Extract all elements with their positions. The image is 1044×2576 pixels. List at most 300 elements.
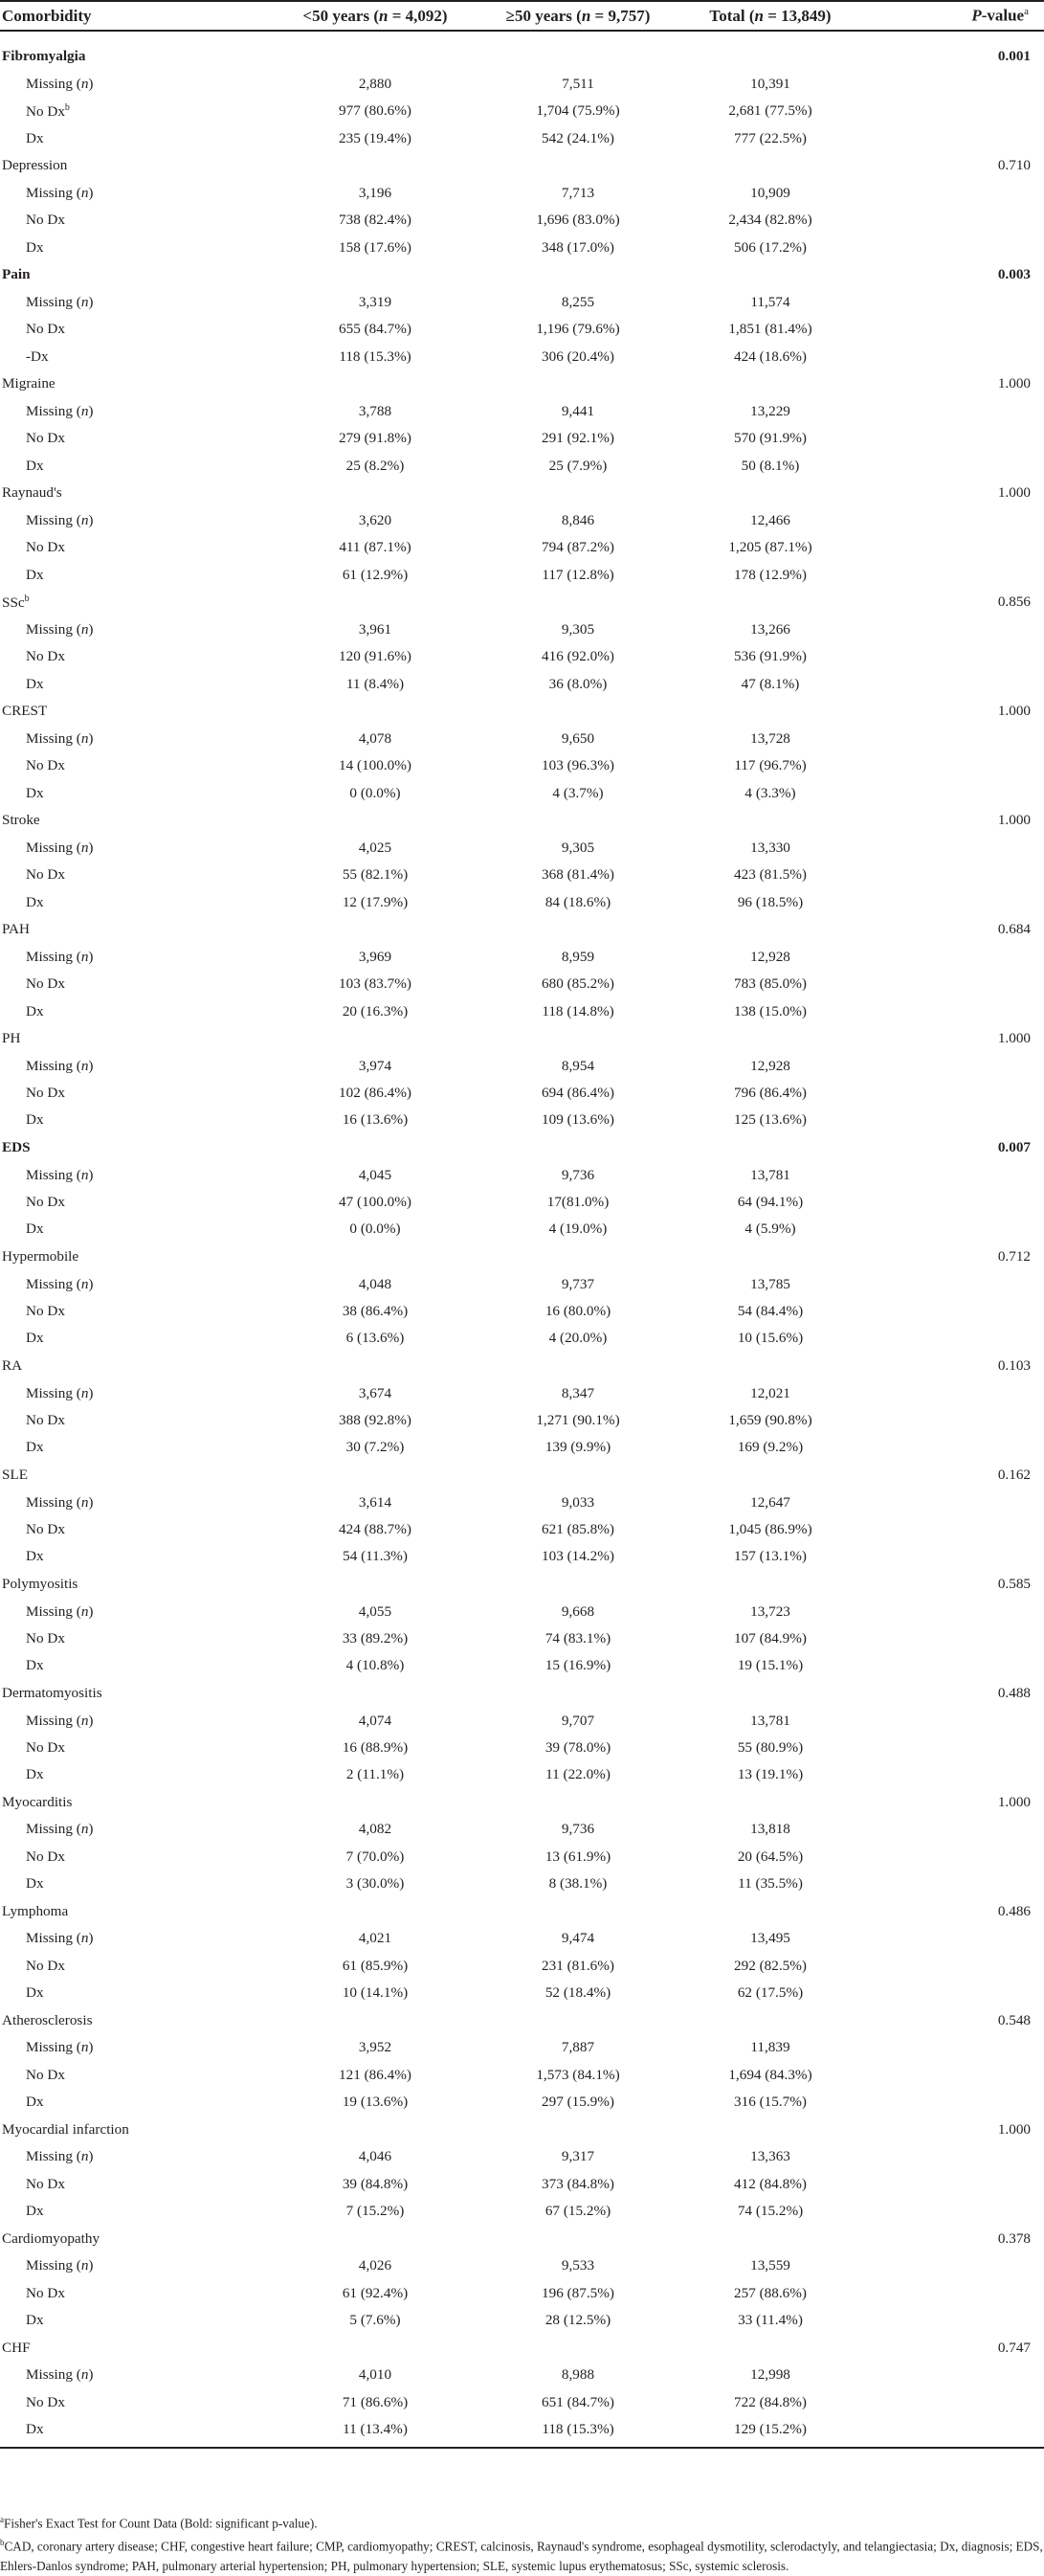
row-label: Missing (n) bbox=[26, 1166, 94, 1183]
row-label-text: Dx bbox=[26, 1875, 44, 1893]
value-under-50: 4,055 bbox=[358, 1602, 392, 1620]
value-total: 13,723 bbox=[750, 1602, 790, 1620]
category-row bbox=[0, 370, 1044, 398]
value-total: 4 (5.9%) bbox=[744, 1221, 796, 1238]
category-row bbox=[0, 152, 1044, 180]
category-row bbox=[0, 261, 1044, 289]
value-under-50: 411 (87.1%) bbox=[339, 539, 411, 556]
value-50-and-over: 8,954 bbox=[561, 1057, 595, 1074]
empty-cell bbox=[867, 1407, 1044, 1434]
table-row bbox=[0, 2307, 1044, 2334]
row-label bbox=[0, 98, 268, 124]
value-50-and-over: 368 (81.4%) bbox=[542, 866, 614, 884]
value-under-50: 12 (17.9%) bbox=[342, 893, 409, 910]
empty-cell bbox=[867, 1707, 1044, 1734]
empty-cell bbox=[482, 1789, 674, 1817]
footnote-b: $^b$CAD, coronary artery disease; CHF, congestive heart failure; CMP, cardiomyopathy; CREST, calcinosis, Raynaud's syndrome, esophageal dysmotility, sclerodactyly, and telangiectasia; Dx, diagnosis; EDS, Ehlers-Danlos syndrome; PAH, pulmonary arterial hypertension; PH, pulmonary hypertension; SLE, systemic lupus erythematosus; SSc, systemic sclerosis. bbox=[0, 2538, 1043, 2573]
value-50-and-over: 118 (14.8%) bbox=[542, 1002, 614, 1019]
table-row bbox=[0, 1161, 1044, 1188]
row-label-text: Dx bbox=[26, 784, 44, 801]
empty-cell bbox=[268, 1680, 482, 1708]
p-value: 0.585 bbox=[997, 1575, 1031, 1592]
category-label bbox=[0, 43, 268, 71]
empty-cell bbox=[867, 779, 1044, 806]
category-label bbox=[0, 1897, 268, 1925]
empty-cell bbox=[867, 2252, 1044, 2279]
empty-cell bbox=[867, 1870, 1044, 1897]
value-under-50: 3,674 bbox=[358, 1384, 392, 1401]
category-label bbox=[0, 916, 268, 944]
value-under-50: 279 (91.8%) bbox=[339, 430, 411, 447]
value-50-and-over: 794 (87.2%) bbox=[542, 539, 614, 556]
empty-cell bbox=[268, 2116, 482, 2143]
empty-cell bbox=[867, 1107, 1044, 1133]
value-50-and-over: 13 (61.9%) bbox=[544, 1848, 611, 1865]
row-label-text: Dx bbox=[26, 238, 44, 256]
empty-cell bbox=[867, 888, 1044, 915]
value-total: 10 (15.6%) bbox=[737, 1330, 804, 1347]
row-label bbox=[0, 1189, 268, 1216]
table-row bbox=[0, 207, 1044, 234]
value-50-and-over: 28 (12.5%) bbox=[544, 2312, 611, 2329]
table-row bbox=[0, 344, 1044, 370]
empty-cell bbox=[482, 2006, 674, 2034]
row-label: Missing (n) bbox=[26, 293, 94, 310]
row-label: Missing (n) bbox=[26, 1712, 94, 1729]
value-50-and-over: 9,033 bbox=[561, 1493, 595, 1511]
value-under-50: 4,082 bbox=[358, 1821, 392, 1838]
category-row bbox=[0, 480, 1044, 507]
table-body bbox=[0, 31, 1044, 2443]
value-50-and-over: 621 (85.8%) bbox=[542, 1520, 614, 1537]
p-value: 0.712 bbox=[997, 1248, 1031, 1266]
category-name: SLE bbox=[2, 1466, 29, 1483]
value-50-and-over: 39 (78.0%) bbox=[544, 1738, 611, 1756]
empty-cell bbox=[268, 1462, 482, 1490]
value-50-and-over: 8,255 bbox=[561, 293, 595, 310]
table-row bbox=[0, 1625, 1044, 1652]
empty-cell bbox=[867, 670, 1044, 697]
category-label bbox=[0, 2334, 268, 2362]
empty-cell bbox=[268, 807, 482, 835]
table-row bbox=[0, 616, 1044, 643]
empty-cell bbox=[867, 1379, 1044, 1406]
empty-cell bbox=[867, 997, 1044, 1024]
row-label bbox=[0, 2062, 268, 2089]
value-total: 12,998 bbox=[750, 2366, 790, 2384]
value-total: 13,818 bbox=[750, 1821, 790, 1838]
value-total: 13,330 bbox=[750, 839, 790, 856]
table-row bbox=[0, 425, 1044, 452]
value-50-and-over: 36 (8.0%) bbox=[548, 675, 608, 692]
p-value: 1.000 bbox=[997, 484, 1031, 502]
value-50-and-over: 9,533 bbox=[561, 2257, 595, 2274]
value-50-and-over: 84 (18.6%) bbox=[544, 893, 611, 910]
empty-cell bbox=[674, 152, 867, 180]
category-row bbox=[0, 1462, 1044, 1490]
value-50-and-over: 9,474 bbox=[561, 1930, 595, 1947]
value-50-and-over: 11 (22.0%) bbox=[545, 1766, 611, 1783]
row-label: Missing (n) bbox=[26, 1930, 94, 1947]
row-label bbox=[0, 2089, 268, 2116]
row-label: Missing (n) bbox=[26, 2039, 94, 2056]
value-under-50: 388 (92.8%) bbox=[339, 1412, 411, 1428]
row-label-text: No Dx bbox=[26, 757, 65, 774]
value-total: 13 (19.1%) bbox=[737, 1766, 804, 1783]
row-label bbox=[0, 2171, 268, 2198]
table-row bbox=[0, 316, 1044, 343]
table-row bbox=[0, 1407, 1044, 1434]
value-total: 12,928 bbox=[750, 948, 790, 965]
category-label bbox=[0, 1462, 268, 1490]
table-row bbox=[0, 2062, 1044, 2089]
category-row bbox=[0, 2334, 1044, 2362]
p-value: 0.548 bbox=[997, 2011, 1031, 2028]
empty-cell bbox=[867, 1161, 1044, 1188]
empty-cell bbox=[867, 207, 1044, 234]
value-under-50: 10 (14.1%) bbox=[342, 1984, 409, 2002]
table-row bbox=[0, 2143, 1044, 2170]
empty-cell bbox=[867, 1598, 1044, 1624]
empty-cell bbox=[867, 1844, 1044, 1870]
value-under-50: 14 (100.0%) bbox=[339, 757, 411, 774]
table-row bbox=[0, 2362, 1044, 2388]
p-value: 0.378 bbox=[997, 2229, 1031, 2247]
empty-cell bbox=[674, 698, 867, 726]
value-50-and-over: 4 (19.0%) bbox=[548, 1221, 608, 1238]
value-total: 1,694 (84.3%) bbox=[728, 2066, 812, 2083]
empty-cell bbox=[867, 2198, 1044, 2225]
value-50-and-over: 103 (96.3%) bbox=[542, 757, 614, 774]
p-value: 1.000 bbox=[997, 812, 1031, 829]
row-label-text: No Dx bbox=[26, 321, 65, 338]
value-50-and-over: 4 (3.7%) bbox=[552, 784, 604, 801]
value-50-and-over: 8,988 bbox=[561, 2366, 595, 2384]
value-50-and-over: 231 (81.6%) bbox=[542, 1957, 614, 1974]
value-total: 1,205 (87.1%) bbox=[728, 539, 812, 556]
empty-cell bbox=[268, 152, 482, 180]
value-50-and-over: 7,887 bbox=[561, 2039, 595, 2056]
table-row bbox=[0, 752, 1044, 779]
value-50-and-over: 9,317 bbox=[561, 2148, 595, 2165]
value-total: 10,391 bbox=[750, 75, 790, 92]
table-row bbox=[0, 1980, 1044, 2006]
empty-cell bbox=[674, 43, 867, 71]
empty-cell bbox=[482, 2334, 674, 2362]
value-under-50: 3,614 bbox=[358, 1493, 392, 1511]
row-label bbox=[0, 752, 268, 779]
value-under-50: 4,048 bbox=[358, 1275, 392, 1292]
value-total: 257 (88.6%) bbox=[734, 2284, 807, 2301]
row-label-text: No Dx bbox=[26, 2284, 65, 2301]
row-label-text: Dx bbox=[26, 1221, 44, 1238]
table-row bbox=[0, 1379, 1044, 1406]
empty-cell bbox=[867, 125, 1044, 152]
value-50-and-over: 117 (12.8%) bbox=[542, 566, 614, 583]
value-50-and-over: 9,441 bbox=[561, 402, 595, 419]
empty-cell bbox=[867, 1735, 1044, 1761]
footnote-marker: b bbox=[24, 593, 30, 604]
value-total: 20 (64.5%) bbox=[737, 1848, 804, 1865]
value-50-and-over: 8 (38.1%) bbox=[548, 1875, 608, 1893]
row-label bbox=[0, 534, 268, 561]
category-label bbox=[0, 1571, 268, 1599]
row-label-text: No Dx bbox=[26, 975, 65, 993]
empty-cell bbox=[268, 2334, 482, 2362]
empty-cell bbox=[867, 1761, 1044, 1788]
value-total: 13,728 bbox=[750, 729, 790, 747]
empty-cell bbox=[674, 2225, 867, 2252]
value-total: 1,659 (90.8%) bbox=[728, 1412, 812, 1428]
table-row bbox=[0, 1270, 1044, 1297]
value-50-and-over: 1,573 (84.1%) bbox=[536, 2066, 620, 2083]
value-under-50: 19 (13.6%) bbox=[342, 2094, 409, 2111]
table-row bbox=[0, 507, 1044, 534]
value-total: 13,781 bbox=[750, 1712, 790, 1729]
row-label-text: Dx bbox=[26, 2421, 44, 2438]
value-under-50: 3 (30.0%) bbox=[345, 1875, 405, 1893]
empty-cell bbox=[482, 698, 674, 726]
row-label-text: Dx bbox=[26, 129, 44, 146]
row-label: Missing (n) bbox=[26, 2366, 94, 2384]
value-under-50: 3,961 bbox=[358, 620, 392, 638]
row-label-text: No Dx bbox=[26, 539, 65, 556]
empty-cell bbox=[867, 2416, 1044, 2443]
empty-cell bbox=[867, 2089, 1044, 2116]
empty-cell bbox=[482, 1134, 674, 1162]
value-total: 62 (17.5%) bbox=[737, 1984, 804, 2002]
value-total: 722 (84.8%) bbox=[734, 2393, 807, 2410]
category-row bbox=[0, 1353, 1044, 1380]
header-p-value: P-value$^a$ bbox=[867, 1, 1044, 31]
table-row bbox=[0, 2280, 1044, 2307]
category-name: Lymphoma bbox=[2, 1902, 69, 1919]
value-50-and-over: 17(81.0%) bbox=[546, 1194, 610, 1211]
table-row bbox=[0, 2389, 1044, 2416]
row-label-text: No Dx bbox=[26, 212, 65, 229]
value-under-50: 3,974 bbox=[358, 1057, 392, 1074]
row-label bbox=[0, 2280, 268, 2307]
empty-cell bbox=[674, 1353, 867, 1380]
value-under-50: 4 (10.8%) bbox=[345, 1657, 405, 1674]
empty-cell bbox=[867, 289, 1044, 316]
category-name: EDS bbox=[2, 1139, 31, 1156]
value-total: 536 (91.9%) bbox=[734, 648, 807, 665]
empty-cell bbox=[482, 916, 674, 944]
row-label-text: No Dx bbox=[26, 866, 65, 884]
p-value: 0.003 bbox=[997, 266, 1031, 283]
table-row bbox=[0, 1543, 1044, 1570]
empty-cell bbox=[268, 698, 482, 726]
category-label bbox=[0, 807, 268, 835]
value-50-and-over: 16 (80.0%) bbox=[544, 1303, 611, 1320]
value-50-and-over: 9,737 bbox=[561, 1275, 595, 1292]
value-total: 169 (9.2%) bbox=[737, 1439, 804, 1456]
value-50-and-over: 8,846 bbox=[561, 511, 595, 528]
value-50-and-over: 8,959 bbox=[561, 948, 595, 965]
category-name: CHF bbox=[2, 2339, 31, 2356]
row-label bbox=[0, 1298, 268, 1325]
value-50-and-over: 694 (86.4%) bbox=[542, 1085, 614, 1102]
row-label bbox=[0, 2416, 268, 2443]
table-row bbox=[0, 643, 1044, 670]
value-under-50: 47 (100.0%) bbox=[339, 1194, 411, 1211]
value-50-and-over: 1,196 (79.6%) bbox=[536, 321, 620, 338]
row-label bbox=[0, 971, 268, 997]
table-row bbox=[0, 2034, 1044, 2061]
category-row bbox=[0, 589, 1044, 616]
value-total: 47 (8.1%) bbox=[741, 675, 800, 692]
empty-cell bbox=[867, 2307, 1044, 2334]
empty-cell bbox=[867, 71, 1044, 98]
value-50-and-over: 25 (7.9%) bbox=[548, 457, 608, 474]
value-under-50: 55 (82.1%) bbox=[342, 866, 409, 884]
table-row bbox=[0, 1761, 1044, 1788]
row-label: Missing (n) bbox=[26, 402, 94, 419]
value-under-50: 7 (15.2%) bbox=[345, 2203, 405, 2220]
table-row bbox=[0, 98, 1044, 124]
empty-cell bbox=[674, 1243, 867, 1271]
empty-cell bbox=[268, 1025, 482, 1053]
empty-cell bbox=[867, 1625, 1044, 1652]
row-label: Missing (n) bbox=[26, 948, 94, 965]
empty-cell bbox=[867, 1216, 1044, 1243]
category-row bbox=[0, 2116, 1044, 2143]
category-label bbox=[0, 261, 268, 289]
empty-cell bbox=[867, 2280, 1044, 2307]
empty-cell bbox=[867, 862, 1044, 888]
table-row bbox=[0, 726, 1044, 752]
row-label bbox=[0, 452, 268, 479]
empty-cell bbox=[867, 944, 1044, 971]
value-50-and-over: 9,650 bbox=[561, 729, 595, 747]
value-total: 96 (18.5%) bbox=[737, 893, 804, 910]
category-name: Pain bbox=[2, 266, 31, 283]
category-label bbox=[0, 2116, 268, 2143]
table-row bbox=[0, 1652, 1044, 1679]
table-row bbox=[0, 1325, 1044, 1352]
value-total: 12,647 bbox=[750, 1493, 790, 1511]
empty-cell bbox=[867, 835, 1044, 862]
value-under-50: 158 (17.6%) bbox=[339, 238, 411, 256]
value-total: 423 (81.5%) bbox=[734, 866, 807, 884]
row-label: Missing (n) bbox=[26, 184, 94, 201]
row-label-text: Dx bbox=[26, 2094, 44, 2111]
row-label-text: Dx bbox=[26, 1111, 44, 1129]
empty-cell bbox=[482, 1025, 674, 1053]
header-row bbox=[0, 1, 1044, 31]
empty-cell bbox=[867, 180, 1044, 207]
table-row bbox=[0, 289, 1044, 316]
category-row bbox=[0, 2225, 1044, 2252]
category-name: Raynaud's bbox=[2, 484, 62, 502]
value-total: 64 (94.1%) bbox=[737, 1194, 804, 1211]
row-label bbox=[0, 2307, 268, 2334]
row-label bbox=[0, 1735, 268, 1761]
value-total: 157 (13.1%) bbox=[734, 1548, 807, 1565]
value-total: 55 (80.9%) bbox=[737, 1738, 804, 1756]
row-label bbox=[0, 207, 268, 234]
value-under-50: 4,025 bbox=[358, 839, 392, 856]
empty-cell bbox=[674, 1025, 867, 1053]
value-total: 777 (22.5%) bbox=[734, 129, 807, 146]
row-label-text: Dx bbox=[26, 1548, 44, 1565]
row-label bbox=[0, 1407, 268, 1434]
value-total: 13,785 bbox=[750, 1275, 790, 1292]
row-label-text: No Dx bbox=[26, 1303, 65, 1320]
value-total: 570 (91.9%) bbox=[734, 430, 807, 447]
row-label-text: -Dx bbox=[26, 347, 49, 365]
value-under-50: 121 (86.4%) bbox=[339, 2066, 411, 2083]
table-row bbox=[0, 1707, 1044, 1734]
value-under-50: 33 (89.2%) bbox=[342, 1629, 409, 1646]
table-row bbox=[0, 2089, 1044, 2116]
value-total: 316 (15.7%) bbox=[734, 2094, 807, 2111]
row-label-text: Dx bbox=[26, 1984, 44, 2002]
value-under-50: 16 (88.9%) bbox=[342, 1738, 409, 1756]
empty-cell bbox=[268, 1353, 482, 1380]
category-name: CREST bbox=[2, 703, 48, 720]
table-row bbox=[0, 398, 1044, 425]
empty-cell bbox=[674, 2116, 867, 2143]
empty-cell bbox=[867, 2062, 1044, 2089]
p-value: 0.007 bbox=[997, 1139, 1031, 1156]
value-50-and-over: 297 (15.9%) bbox=[542, 2094, 614, 2111]
category-label bbox=[0, 1134, 268, 1162]
p-value: 1.000 bbox=[997, 703, 1031, 720]
category-name: Atherosclerosis bbox=[2, 2011, 93, 2028]
row-label-text: No Dx bbox=[26, 2393, 65, 2410]
row-label: Missing (n) bbox=[26, 1384, 94, 1401]
row-label-text: Dx bbox=[26, 457, 44, 474]
category-name: Polymyositis bbox=[2, 1575, 78, 1592]
value-50-and-over: 542 (24.1%) bbox=[542, 129, 614, 146]
row-label bbox=[0, 344, 268, 370]
value-total: 424 (18.6%) bbox=[734, 347, 807, 365]
table-row bbox=[0, 835, 1044, 862]
value-total: 783 (85.0%) bbox=[734, 975, 807, 993]
row-label bbox=[0, 888, 268, 915]
empty-cell bbox=[268, 1789, 482, 1817]
category-row bbox=[0, 698, 1044, 726]
empty-cell bbox=[674, 1571, 867, 1599]
empty-cell bbox=[268, 370, 482, 398]
value-total: 12,466 bbox=[750, 511, 790, 528]
table-row bbox=[0, 2198, 1044, 2225]
row-label bbox=[0, 1434, 268, 1461]
row-label bbox=[0, 1516, 268, 1543]
empty-cell bbox=[674, 1680, 867, 1708]
category-name: Dermatomyositis bbox=[2, 1684, 102, 1701]
row-label: Missing (n) bbox=[26, 1057, 94, 1074]
row-label-text: Dx bbox=[26, 1766, 44, 1783]
empty-cell bbox=[674, 480, 867, 507]
header-50-and-over: ≥50 years (n = 9,757) bbox=[482, 1, 674, 31]
empty-cell bbox=[482, 43, 674, 71]
category-name: Fibromyalgia bbox=[2, 48, 86, 65]
empty-cell bbox=[867, 2034, 1044, 2061]
table-row bbox=[0, 2171, 1044, 2198]
p-value: 0.103 bbox=[997, 1357, 1031, 1375]
p-value: 0.162 bbox=[997, 1466, 1031, 1483]
value-50-and-over: 109 (13.6%) bbox=[542, 1111, 614, 1129]
row-label bbox=[0, 2389, 268, 2416]
header-under-50: <50 years (n = 4,092) bbox=[268, 1, 482, 31]
row-label bbox=[0, 997, 268, 1024]
category-label bbox=[0, 1789, 268, 1817]
category-label bbox=[0, 2006, 268, 2034]
empty-cell bbox=[482, 1353, 674, 1380]
